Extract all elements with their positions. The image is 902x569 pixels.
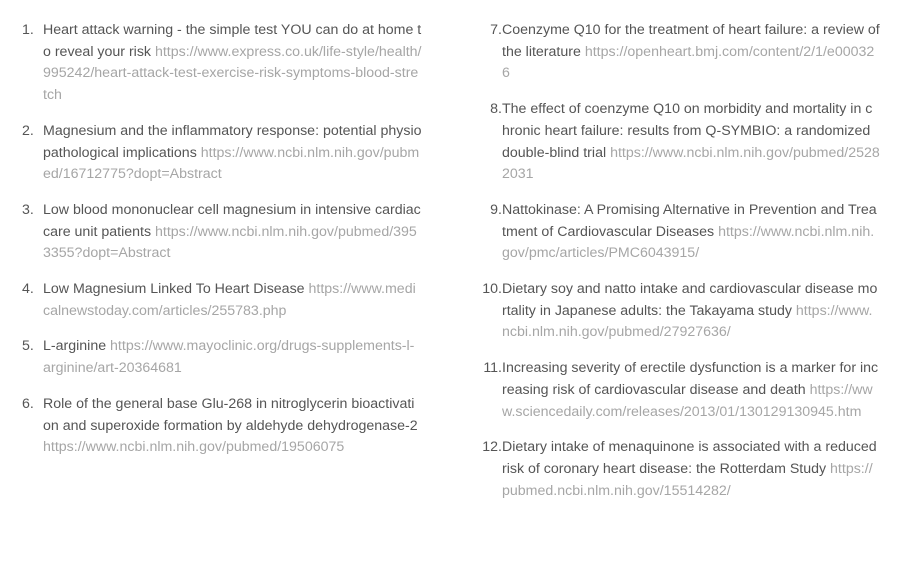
- reference-link[interactable]: https://www.sciencedaily.com/releases/2013/01/130129130945.htm: [502, 381, 873, 420]
- reference-number: 11.: [483, 360, 502, 377]
- reference-link[interactable]: https://www.ncbi.nlm.nih.gov/pubmed/3953355?dopt=Abstract: [43, 223, 417, 262]
- reference-number: 5.: [22, 338, 34, 355]
- reference-title: Magnesium and the inflammatory response: potential physiopathological implications: [43, 122, 422, 161]
- reference-title: Coenzyme Q10 for the treatment of heart failure: a review of the literature: [502, 22, 880, 60]
- reference-title: Dietary soy and natto intake and cardiovascular disease mortality in Japanese adults: the Takayama study: [502, 281, 878, 319]
- reference-number: 12.: [482, 439, 502, 456]
- reference-number: 7.: [490, 22, 502, 38]
- reference-link[interactable]: https://www.express.co.uk/life-style/health/995242/heart-attack-test-exercise-risk-symptoms-blood-stretch: [43, 43, 422, 104]
- reference-title: Increasing severity of erectile dysfunction is a marker for increasing risk of cardiovascular disease and death: [502, 360, 879, 398]
- references-column-left: [22, 20, 422, 473]
- reference-title: Heart attack warning - the simple test YOU can do at home to reveal your risk: [43, 22, 422, 60]
- reference-link[interactable]: https://openheart.bmj.com/content/2/1/e000326: [502, 43, 875, 82]
- reference-item: [22, 279, 422, 322]
- references-column-right: [478, 20, 880, 516]
- reference-item: [22, 394, 422, 459]
- reference-link[interactable]: https://pubmed.ncbi.nlm.nih.gov/15514282/: [502, 460, 873, 499]
- reference-title: Dietary intake of menaquinone is associated with a reduced risk of coronary heart disease: the Rotterdam Study: [502, 439, 877, 477]
- reference-item: [478, 437, 880, 502]
- reference-number: 1.: [22, 22, 34, 38]
- reference-link[interactable]: https://www.ncbi.nlm.nih.gov/pmc/articles/PMC6043915/: [502, 223, 875, 262]
- reference-item: [22, 20, 422, 107]
- reference-link[interactable]: https://www.ncbi.nlm.nih.gov/pubmed/27927636/: [502, 302, 873, 341]
- reference-title: Low Magnesium Linked To Heart Disease: [43, 281, 309, 298]
- reference-item: [478, 358, 880, 423]
- reference-link[interactable]: https://www.ncbi.nlm.nih.gov/pubmed/16712775?dopt=Abstract: [43, 144, 420, 183]
- reference-item: [478, 99, 880, 186]
- reference-number: 8.: [490, 101, 502, 118]
- reference-link[interactable]: https://www.medicalnewstoday.com/articles/255783.php: [43, 281, 416, 319]
- reference-item: [478, 200, 880, 265]
- reference-number: 10.: [482, 281, 502, 298]
- reference-title: Low blood mononuclear cell magnesium in intensive cardiac care unit patients: [43, 201, 421, 240]
- reference-title: Role of the general base Glu-268 in nitroglycerin bioactivation and superoxide formation by aldehyde dehydrogenase-2: [43, 395, 418, 434]
- reference-item: [478, 279, 880, 344]
- reference-number: 4.: [22, 281, 34, 298]
- reference-item: [22, 200, 422, 265]
- reference-title: Nattokinase: A Promising Alternative in Prevention and Treatment of Cardiovascular Diseases: [502, 201, 877, 240]
- reference-number: 6.: [22, 395, 34, 412]
- reference-item: [22, 336, 422, 379]
- reference-item: [478, 20, 880, 85]
- reference-link[interactable]: https://www.mayoclinic.org/drugs-supplements-l-arginine/art-20364681: [43, 338, 415, 377]
- reference-title: The effect of coenzyme Q10 on morbidity and mortality in chronic heart failure: results from Q-SYMBIO: a randomized double-blind trial: [502, 101, 873, 161]
- reference-number: 9.: [490, 201, 502, 218]
- reference-number: 2.: [22, 122, 34, 139]
- reference-link[interactable]: https://www.ncbi.nlm.nih.gov/pubmed/25282031: [502, 144, 880, 183]
- reference-title: L-arginine: [43, 338, 111, 355]
- reference-link[interactable]: https://www.ncbi.nlm.nih.gov/pubmed/19506075: [43, 439, 345, 456]
- reference-number: 3.: [22, 201, 34, 218]
- reference-item: [22, 121, 422, 186]
